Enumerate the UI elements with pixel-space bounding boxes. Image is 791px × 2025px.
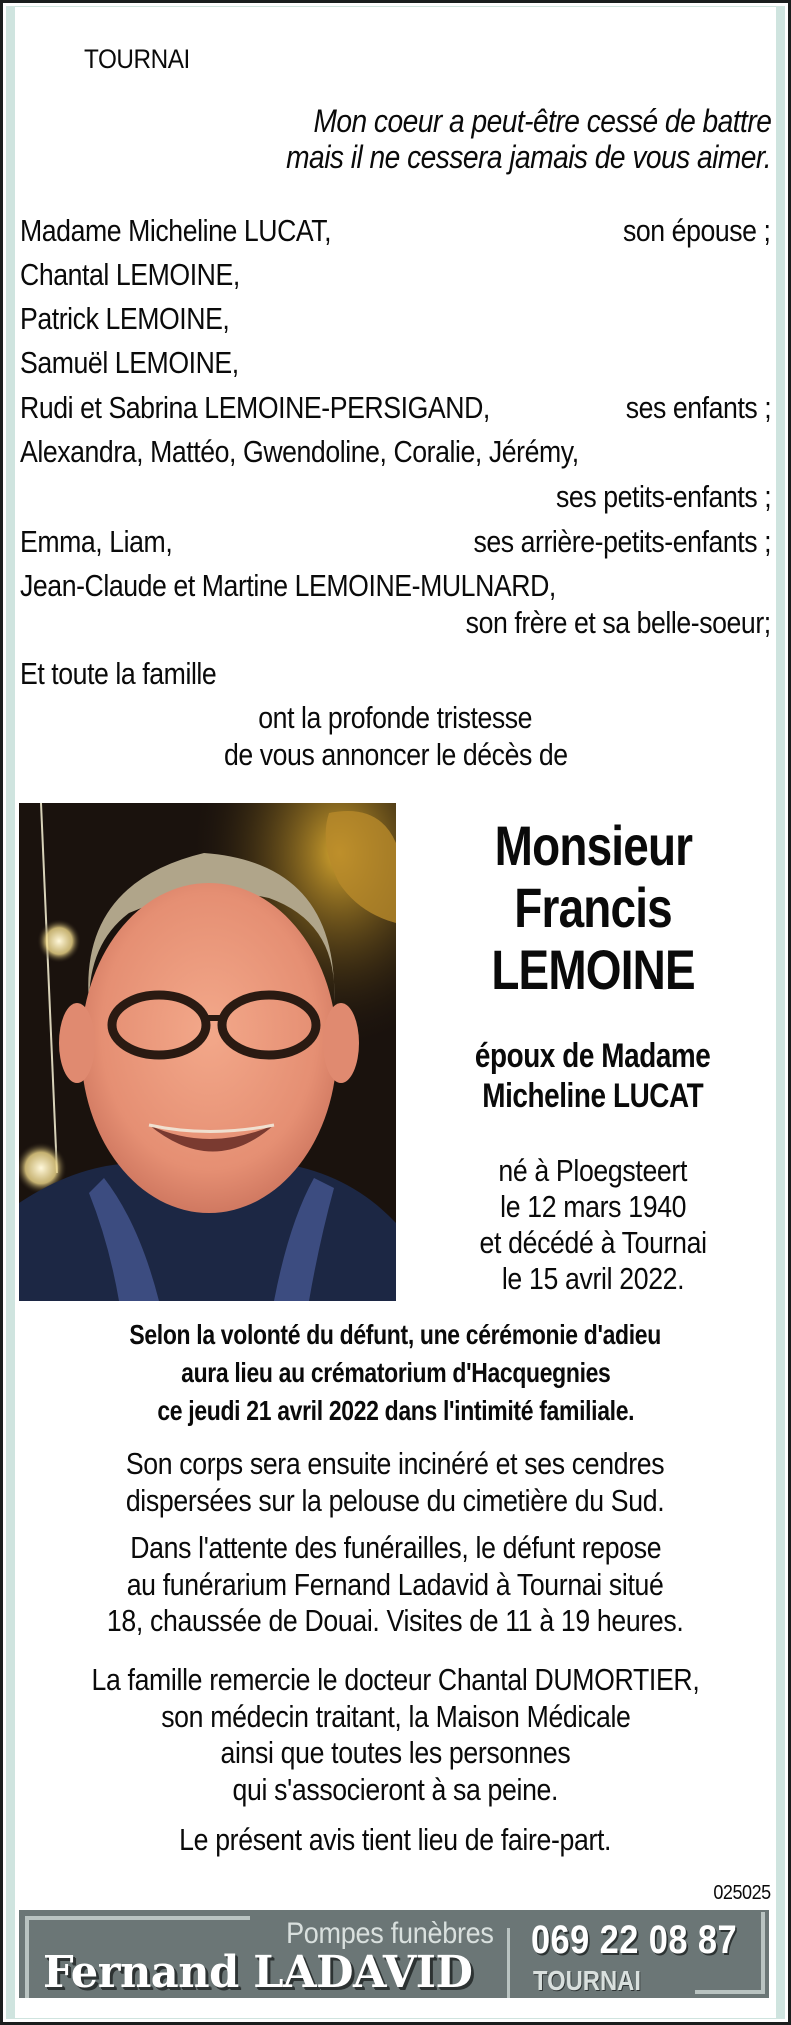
family-names: Jean-Claude et Martine LEMOINE-MULNARD,	[20, 568, 556, 603]
banner-phone: 069 22 08 87	[531, 1918, 738, 1962]
funeral-home-banner	[19, 1910, 769, 1998]
family-names: Et toute la famille	[20, 656, 217, 691]
birth-date: le 12 mars 1940	[499, 1189, 687, 1224]
closing-line: Le présent avis tient lieu de faire-part.	[179, 1822, 612, 1857]
banner-divider	[507, 1928, 510, 1998]
family-relation: son épouse ;	[623, 213, 771, 248]
portrait-image	[19, 803, 396, 1301]
death-place: et décédé à Tournai	[479, 1225, 707, 1260]
reference-number: 025025	[713, 1882, 771, 1904]
cremation-paragraph: Son corps sera ensuite incinéré et ses cendres dispersées sur la pelouse du cimetière du Sud.	[126, 1446, 665, 1518]
spouse-line: Micheline LUCAT	[482, 1077, 704, 1115]
deceased-photo	[19, 803, 396, 1301]
family-names: Madame Micheline LUCAT,	[20, 213, 332, 248]
spouse-block	[415, 1036, 771, 1116]
family-names: Alexandra, Mattéo, Gwendoline, Coralie, Jérémy,	[20, 434, 579, 469]
quote-line-1: Mon coeur a peut-être cessé de battre	[313, 103, 771, 139]
deceased-first-name: Francis	[514, 876, 672, 939]
deceased-title: Monsieur	[494, 814, 692, 877]
announcement-line-1: ont la profonde tristesse	[258, 700, 533, 735]
family-names: Samuël LEMOINE,	[20, 345, 239, 380]
deceased-name-block	[415, 815, 771, 1001]
banner-tagline: Pompes funèbres	[286, 1917, 494, 1950]
dates-block	[415, 1153, 771, 1297]
visitation-paragraph: Dans l'attente des funérailles, le défunt repose au funérarium Fernand Ladavid à Tournai situé 18, chaussée de Douai. Visites de 11 à 19 heures.	[107, 1530, 684, 1638]
banner-city: TOURNAI	[533, 1965, 641, 1996]
spouse-line: époux de Madame	[475, 1037, 711, 1075]
family-names: Emma, Liam,	[20, 524, 173, 559]
death-date: le 15 avril 2022.	[501, 1261, 685, 1296]
birth-place: né à Ploegsteert	[498, 1153, 688, 1188]
family-relation: ses petits-enfants ;	[555, 479, 771, 514]
family-names: Rudi et Sabrina LEMOINE-PERSIGAND,	[20, 390, 490, 425]
deceased-last-name: LEMOINE	[491, 938, 695, 1001]
family-relation: son frère et sa belle-soeur;	[465, 605, 771, 640]
banner-firm-name: Fernand LADAVID	[43, 1947, 473, 1998]
announcement-line-2: de vous annoncer le décès de	[223, 737, 568, 772]
thanks-paragraph: La famille remercie le docteur Chantal DUMORTIER, son médecin traitant, la Maison Médicale ainsi que toutes les personnes qui s'associeront à sa peine.	[91, 1662, 700, 1807]
family-relation: ses enfants ;	[625, 390, 771, 425]
quote-line-2: mais il ne cessera jamais de vous aimer.	[286, 139, 771, 175]
locality-heading: TOURNAI	[84, 44, 190, 74]
family-names: Patrick LEMOINE,	[20, 301, 230, 336]
family-relation: ses arrière-petits-enfants ;	[473, 524, 771, 559]
family-names: Chantal LEMOINE,	[20, 257, 240, 292]
ceremony-paragraph: Selon la volonté du défunt, une cérémonie d'adieu aura lieu au crématorium d'Hacquegnies ce jeudi 21 avril 2022 dans l'intimité familiale.	[129, 1319, 662, 1426]
